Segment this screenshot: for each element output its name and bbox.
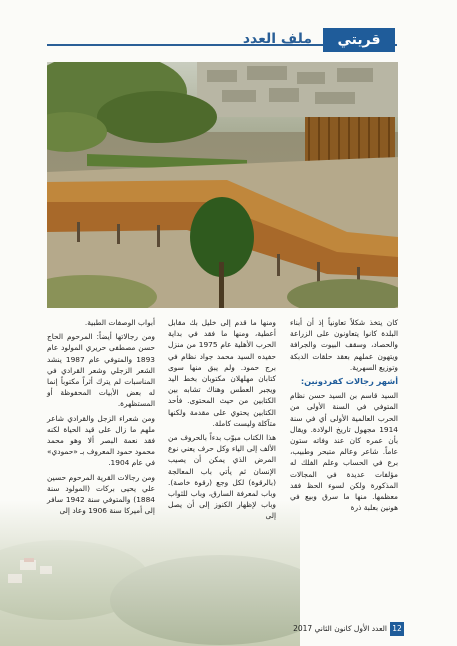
photo-illustration bbox=[47, 62, 398, 308]
page-number: 12 bbox=[390, 622, 404, 636]
paragraph: كان يتخذ شكلاً تعاونياً إذ أن أبناء البلدة كانوا يتعاونون على الزراعة والحصاد، وسقف البيوت والجرافة ويتهون عملهم بعقد حلقات الدبكة وتوزيع السهرية. bbox=[290, 318, 398, 372]
header-subtitle: ملف العدد bbox=[242, 31, 312, 47]
paragraph: أبواب الوصفات الطبية. bbox=[84, 318, 155, 327]
paragraph: هذا الكتاب مبوّب بدءاً بالحروف من الألف إلى الياء وكل حرف يعني نوع المرض الذي يمكن أن يصيب الإنسان ثم يأتي باب المعالجة (بالرقوة) لكل وجع (رقوة خاصة). وباب لمعرفة السارق، وباب للثواب وباب لإظهار الكنوز إلى أن يصل إلى bbox=[168, 433, 276, 521]
paragraph: ومن رجالاتها أيضاً: المرحوم الحاج حسن مصطفى حريري المولود عام 1893 والمتوفي عام 1987 ينشد الشعر الزجلي وشعر القرادي في المناسبات لم يترك أثراً مكتوباً إنما له بعض الأبيات المحفوظة أو المستظهرة. bbox=[47, 332, 155, 409]
subheading: أشهر رجالات كفردونين: bbox=[300, 376, 398, 387]
header-section-title: قريتي bbox=[323, 28, 395, 52]
paragraph: السيد قاسم بن السيد حسن نظام المتوفي في السنة الأولى من الحرب العالمية الأولى أي في سنة 1914 مجهول تاريخ الولادة. ويقال بأن عمره كان عند وفاته ستون عاماً. شاعر وعالم متبحر وطبيب، برع في الحساب وعلم الفلك له مؤلفات عديدة في المجالات المذكورة ولكن لسوء الحظ فقد معظمها. منها ما سرق وبيع في هونين بعلبة ذرة bbox=[290, 391, 398, 513]
text-column-middle bbox=[168, 317, 276, 525]
tobacco-terrace-photo bbox=[47, 62, 398, 308]
paragraph: ومنها ما قدم إلى خليل بك مقابل أعطية، ومنها ما فقد في بداية الحرب الأهلية عام 1975 من منزل حفيده السيد محمد جواد نظام في برج حمود. ولم يبق منها سوى كتابان مهلهلان مكتوبان بخط اليد ويجبر العطس وهناك تشابه بين الكتابين من حيث المحتوى. فأحد الكتابين يحتوي على مقدمة ولكنها متآكلة وليست كاملة. bbox=[168, 318, 277, 428]
text-column-left bbox=[47, 317, 155, 519]
paragraph: ومن رجالات القرية المرحوم حسين علي يحيى بركات (المولود سنة 1884) والمتوفي سنة 1942 سافر إلى أميركا سنة 1906 وعاد إلى bbox=[47, 472, 155, 516]
issue-footer: العدد الأول كانون الثاني 2017 bbox=[293, 624, 387, 633]
text-column-right bbox=[290, 317, 398, 516]
paragraph: ومن شعراء الزجل والقرادي شاعر ملهم ما زال على قيد الحياة لكنه فقد نعمة البصر ألا وهو محمد محمود حمود المعروف بـ «حمودي» في عام 1904. bbox=[47, 413, 155, 468]
